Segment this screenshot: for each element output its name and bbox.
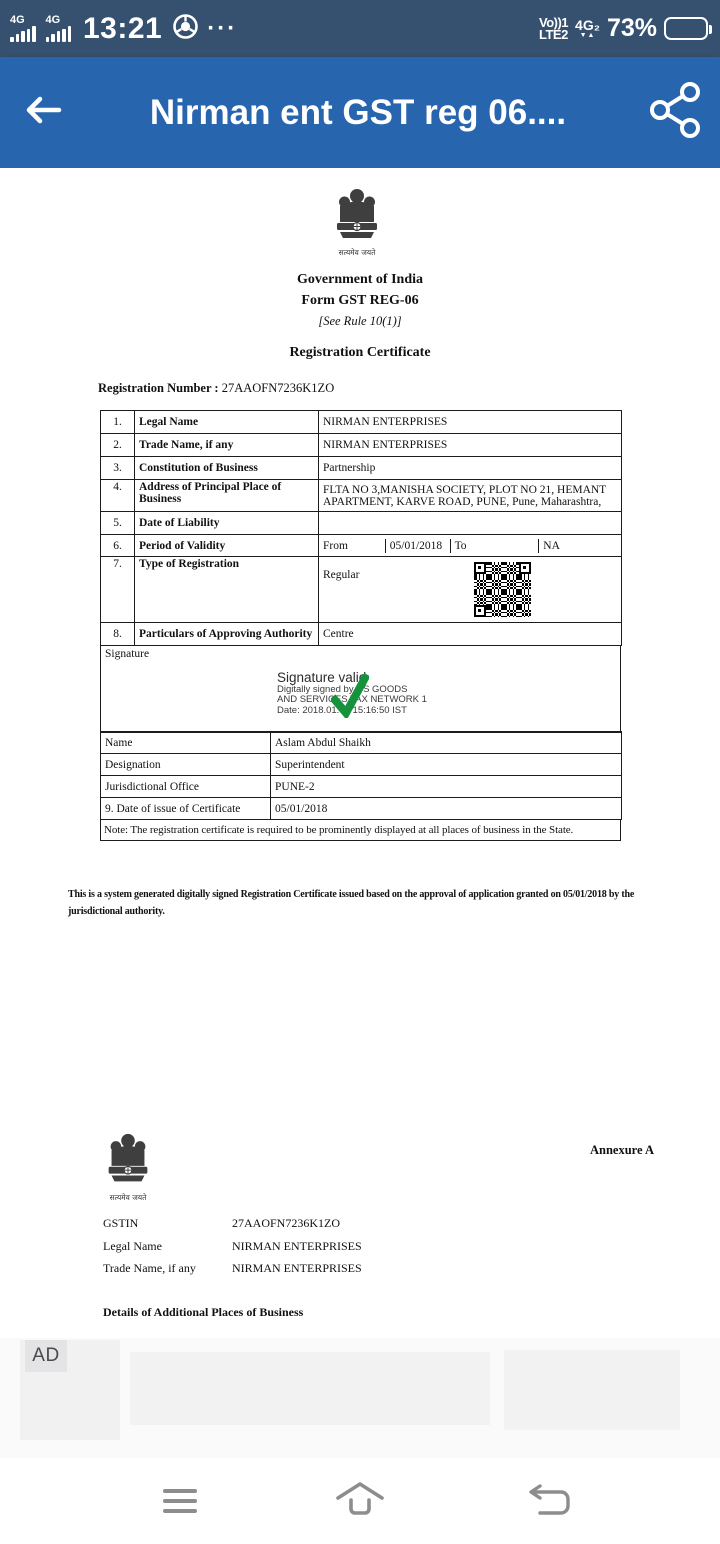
validity-from-label: From xyxy=(323,539,348,552)
info-value-cell: Superintendent xyxy=(271,754,622,776)
field-value: NIRMAN ENTERPRISES xyxy=(232,1239,362,1253)
registration-table xyxy=(100,410,621,841)
row-label-cell: Particulars of Approving Authority xyxy=(135,623,319,646)
ad-banner[interactable] xyxy=(0,1338,720,1458)
info-value-cell: 05/01/2018 xyxy=(271,798,622,820)
row-label-cell: Date of Liability xyxy=(135,512,319,535)
annexure-field-row xyxy=(103,1239,362,1254)
row-label-cell: Legal Name xyxy=(135,411,319,434)
registration-number-line xyxy=(98,381,334,396)
nav-bar xyxy=(0,1458,720,1544)
validity-from-value: 05/01/2018 xyxy=(385,539,450,553)
qr-finder-icon xyxy=(474,562,486,574)
home-button[interactable] xyxy=(300,1458,420,1544)
national-emblem-icon xyxy=(332,186,382,253)
row-number-cell: 2. xyxy=(101,434,135,457)
row-label-cell: Trade Name, if any xyxy=(135,434,319,457)
table-row xyxy=(101,732,622,754)
table-row xyxy=(101,434,622,457)
table-row xyxy=(101,798,622,820)
network-badge-4g2 xyxy=(575,16,600,39)
back-nav-icon xyxy=(528,1482,572,1521)
registration-number-label: Registration Number : xyxy=(98,381,219,395)
officer-info-table xyxy=(100,731,622,820)
row-number-cell: 4. xyxy=(101,480,135,512)
signature-label: Signature xyxy=(105,647,150,660)
row-number-cell: 3. xyxy=(101,457,135,480)
row-value-cell xyxy=(319,557,622,623)
table-row xyxy=(101,457,622,480)
field-value: 27AAOFN7236K1ZO xyxy=(232,1216,340,1230)
network-badge-text: 4G₂ xyxy=(575,16,600,33)
ad-placeholder-center[interactable] xyxy=(130,1352,490,1425)
qr-code xyxy=(474,562,531,617)
battery-icon xyxy=(664,17,708,40)
info-value-cell: PUNE-2 xyxy=(271,776,622,798)
row-value-cell: NIRMAN ENTERPRISES xyxy=(319,411,622,434)
network-type-label: 4G xyxy=(10,14,25,26)
validity-cells xyxy=(319,539,621,553)
signal-indicator-sim1 xyxy=(10,15,36,42)
doc-govt-title: Government of India xyxy=(297,272,423,287)
pdf-viewer[interactable] xyxy=(0,168,720,1338)
field-label: Legal Name xyxy=(103,1239,162,1253)
info-value-cell: Aslam Abdul Shaikh xyxy=(271,732,622,754)
validity-to-label: To xyxy=(450,539,539,553)
table-row xyxy=(101,557,622,623)
chrome-icon xyxy=(172,13,199,45)
page-title: Nirman ent GST reg 06.... xyxy=(149,92,567,132)
signature-valid-text: Signature valid xyxy=(277,669,367,685)
ad-placeholder-left[interactable] xyxy=(20,1340,120,1440)
share-button[interactable] xyxy=(630,82,720,143)
table-row xyxy=(101,512,622,535)
data-activity-arrows-icon: ▼▲ xyxy=(579,31,596,39)
ad-label: AD xyxy=(25,1340,67,1372)
status-bar xyxy=(0,0,720,57)
note-row: Note: The registration certificate is required to be prominently displayed at all places of business in the State. xyxy=(100,819,621,841)
ad-placeholder-right[interactable] xyxy=(504,1350,680,1430)
row-number-cell: 8. xyxy=(101,623,135,646)
signal-indicator-sim2 xyxy=(46,15,72,42)
row-label-cell: Period of Validity xyxy=(135,535,319,557)
row-number-cell: 6. xyxy=(101,535,135,557)
emblem-caption: सत्यमेव जयते xyxy=(109,1193,147,1202)
info-label-cell: 9. Date of issue of Certificate xyxy=(101,798,271,820)
row-number-cell: 1. xyxy=(101,411,135,434)
volte-indicator xyxy=(539,14,569,42)
signal-bars-icon xyxy=(10,26,36,42)
back-button[interactable] xyxy=(0,94,86,131)
table-row xyxy=(101,480,622,512)
menu-button[interactable] xyxy=(120,1458,240,1544)
row-value-cell xyxy=(319,535,622,557)
emblem-caption: सत्यमेव जयते xyxy=(338,248,376,257)
signature-digital-line2: AND SERVICES TAX NETWORK 1 xyxy=(277,694,427,705)
table-row xyxy=(101,411,622,434)
signature-block xyxy=(100,645,621,733)
signature-check-icon xyxy=(331,674,369,721)
app-header xyxy=(0,57,720,168)
back-arrow-icon xyxy=(23,94,63,131)
qr-finder-icon xyxy=(519,562,531,574)
row-number-cell: 5. xyxy=(101,512,135,535)
registration-type-value: Regular xyxy=(323,569,360,581)
table-row xyxy=(101,623,622,646)
row-value-cell: Partnership xyxy=(319,457,622,480)
signature-digital-line1: Digitally signed by DS GOODS xyxy=(277,683,408,695)
home-icon xyxy=(335,1481,385,1522)
row-value-cell: NIRMAN ENTERPRISES xyxy=(319,434,622,457)
clock-text: 13:21 xyxy=(83,11,163,45)
registration-number-value: 27AAOFN7236K1ZO xyxy=(221,381,335,395)
share-icon xyxy=(649,82,701,143)
row-label-cell: Constitution of Business xyxy=(135,457,319,480)
annexure-field-row xyxy=(103,1216,340,1231)
qr-finder-icon xyxy=(474,605,486,617)
table-row xyxy=(101,776,622,798)
volte-line2: LTE2 xyxy=(539,26,568,42)
field-label: GSTIN xyxy=(103,1216,139,1230)
field-value: NIRMAN ENTERPRISES xyxy=(232,1261,362,1275)
validity-to-value: NA xyxy=(538,539,621,553)
menu-icon xyxy=(163,1489,197,1513)
doc-form-title: Form GST REG-06 xyxy=(301,293,419,308)
field-label: Trade Name, if any xyxy=(103,1261,196,1275)
signature-digital-line3: Date: 2018.01.05 15:16:50 IST xyxy=(277,704,407,716)
status-bar-right xyxy=(539,0,708,57)
row-label-cell: Type of Registration xyxy=(135,557,319,623)
info-label-cell: Designation xyxy=(101,754,271,776)
battery-percent-text: 73% xyxy=(606,14,657,42)
back-nav-button[interactable] xyxy=(490,1458,610,1544)
row-value-cell xyxy=(319,512,622,535)
doc-rule-ref: [See Rule 10(1)] xyxy=(318,314,402,328)
table-row xyxy=(101,754,622,776)
row-label-cell: Address of Principal Place of Business xyxy=(135,480,319,512)
national-emblem-icon xyxy=(104,1131,152,1196)
network-type-label: 4G xyxy=(45,14,61,26)
row-value-cell: FLTA NO 3,MANISHA SOCIETY, PLOT NO 21, HEMANT APARTMENT, KARVE ROAD, PUNE, Pune, Maharashtra, xyxy=(319,480,622,512)
annexure-title: Annexure A xyxy=(590,1143,655,1157)
row-value-cell: Centre xyxy=(319,623,622,646)
footer-note: This is a system generated digitally signed Registration Certificate issued based on the approval of application granted on 05/01/2018 by the jurisdictional authority. xyxy=(68,889,635,917)
row-number-cell: 7. xyxy=(101,557,135,623)
annexure-field-row xyxy=(103,1261,362,1276)
volte-line1: Vo))1 xyxy=(539,14,569,30)
notification-dots: ··· xyxy=(207,14,238,42)
details-heading: Details of Additional Places of Business xyxy=(103,1305,304,1319)
doc-cert-title: Registration Certificate xyxy=(289,345,431,360)
info-label-cell: Name xyxy=(101,732,271,754)
signal-bars-icon xyxy=(46,26,72,42)
info-label-cell: Jurisdictional Office xyxy=(101,776,271,798)
table-row xyxy=(101,535,622,557)
